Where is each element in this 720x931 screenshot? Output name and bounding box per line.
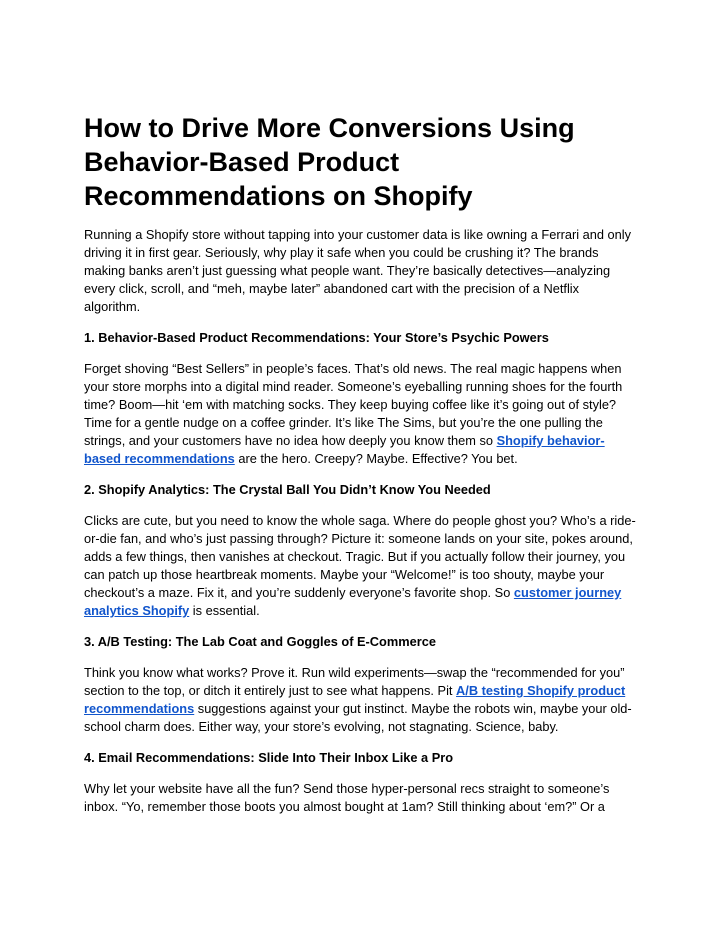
section-heading	[84, 633, 636, 651]
paragraph	[84, 512, 636, 620]
text-run: Why let your website have all the fun? Send those hyper-personal recs straight to someone’s inbox. “Yo, remember those boots you almost bought at 1am? Still thinking about ‘em?” Or a	[84, 781, 610, 814]
title-line: How to Drive More Conversions Using	[84, 113, 575, 143]
text-run: 3. A/B Testing: The Lab Coat and Goggles of E-Commerce	[84, 634, 436, 649]
document-blocks	[84, 226, 636, 816]
text-run: Clicks are cute, but you need to know the whole saga. Where do people ghost you? Who’s a ride-or-die fan, and who’s just passing through? Picture it: someone lands on your site, pokes around, adds a few things, then vanishes at checkout. Tragic. But if you actually follow their journey, you can patch up those heartbreak moments. Maybe your “Welcome!” is too shouty, maybe your checkout’s a maze. Fix it, and you’re suddenly everyone’s favorite shop. So	[84, 513, 636, 600]
paragraph	[84, 664, 636, 736]
paragraph	[84, 780, 636, 816]
document-title	[84, 111, 636, 213]
text-run: is essential.	[189, 603, 260, 618]
text-run: Running a Shopify store without tapping into your customer data is like owning a Ferrari and only driving it in first gear. Seriously, why play it safe when you could be crushing it? The brands making banks aren’t just guessing what people want. They’re basically detectives—analyzing every click, scroll, and “meh, maybe later” abandoned cart with the precision of a Netflix algorithm.	[84, 227, 632, 314]
text-run: 2. Shopify Analytics: The Crystal Ball You Didn’t Know You Needed	[84, 482, 491, 497]
text-run: are the hero. Creepy? Maybe. Effective? You bet.	[234, 451, 518, 466]
text-run: Think you know what works? Prove it. Run wild experiments—swap the “recommended for you” section to the top, or ditch it entirely just to see what happens. Pit	[84, 665, 625, 698]
paragraph	[84, 360, 636, 468]
text-run: 4. Email Recommendations: Slide Into Their Inbox Like a Pro	[84, 750, 454, 765]
inline-link[interactable]: customer journey analytics Shopify	[84, 585, 622, 618]
paragraph	[84, 226, 636, 316]
inline-link[interactable]: A/B testing Shopify product recommendations	[84, 683, 626, 716]
text-run: suggestions against your gut instinct. Maybe the robots win, maybe your old-school charm does. Either way, your store’s evolving, not stagnating. Science, baby.	[84, 701, 632, 734]
section-heading	[84, 481, 636, 499]
section-heading	[84, 329, 636, 347]
title-line: Recommendations on Shopify	[84, 181, 473, 211]
title-line: Behavior-Based Product	[84, 147, 400, 177]
inline-link[interactable]: Shopify behavior-based recommendations	[84, 433, 605, 466]
section-heading	[84, 749, 636, 767]
text-run: 1. Behavior-Based Product Recommendations: Your Store’s Psychic Powers	[84, 330, 549, 345]
text-run: Forget shoving “Best Sellers” in people’s faces. That’s old news. The real magic happens when your store morphs into a digital mind reader. Someone’s eyeballing running shoes for the fourth time? Boom—hit ‘em with matching socks. They keep buying coffee like it’s going out of style? Time for a gentle nudge on a coffee grinder. It’s like The Sims, but you’re the one pulling the strings, and your customers have no idea how deeply you know them so	[84, 361, 623, 448]
